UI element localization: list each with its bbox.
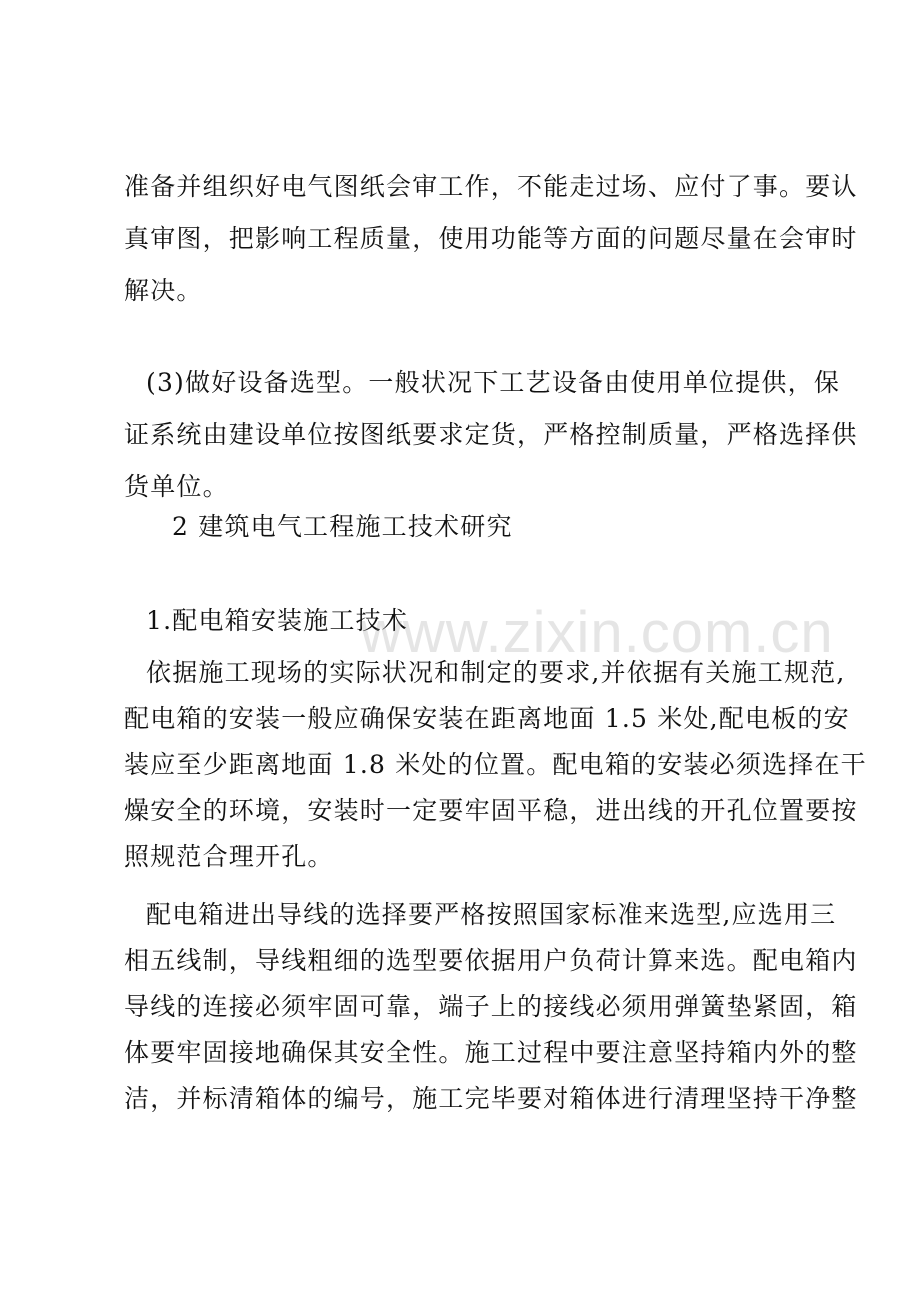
paragraph-line: 依据施工现场的实际状况和制定的要求,并依据有关施工规范, <box>146 658 846 687</box>
subsection-heading: 1.配电箱安装施工技术 <box>146 606 409 635</box>
paragraph-line: (3)做好设备选型。一般状况下工艺设备由使用单位提供，保 <box>146 368 841 397</box>
paragraph-line: 证系统由建设单位按图纸要求定货，严格控制质量，严格选择供 <box>124 420 858 449</box>
paragraph-line: 体要牢固接地确保其安全性。施工过程中要注意坚持箱内外的整 <box>124 1038 858 1067</box>
paragraph-line: 燥安全的环境，安装时一定要牢固平稳，进出线的开孔位置要按 <box>124 796 858 825</box>
paragraph-line: 照规范合理开孔。 <box>124 842 334 871</box>
paragraph-line: 洁，并标清箱体的编号，施工完毕要对箱体进行清理坚持干净整 <box>124 1084 858 1113</box>
paragraph-line: 真审图，把影响工程质量，使用功能等方面的问题尽量在会审时 <box>124 224 858 253</box>
paragraph-line: 相五线制，导线粗细的选型要依据用户负荷计算来选。配电箱内 <box>124 946 858 975</box>
watermark-text: www.zixin.com.cn <box>360 600 834 665</box>
paragraph-line: 配电箱的安装一般应确保安装在距离地面 1.5 米处,配电板的安 <box>124 704 850 733</box>
paragraph-line: 货单位。 <box>124 472 229 501</box>
paragraph-line: 导线的连接必须牢固可靠，端子上的接线必须用弹簧垫紧固，箱 <box>124 992 858 1021</box>
paragraph-line: 准备并组织好电气图纸会审工作，不能走过场、应付了事。要认 <box>124 172 858 201</box>
section-heading: 2 建筑电气工程施工技术研究 <box>172 512 513 541</box>
paragraph-line: 装应至少距离地面 1.8 米处的位置。配电箱的安装必须选择在干 <box>124 750 867 779</box>
paragraph-line: 解决。 <box>124 276 203 305</box>
paragraph-line: 配电箱进出导线的选择要严格按照国家标准来选型,应选用三 <box>146 900 837 929</box>
